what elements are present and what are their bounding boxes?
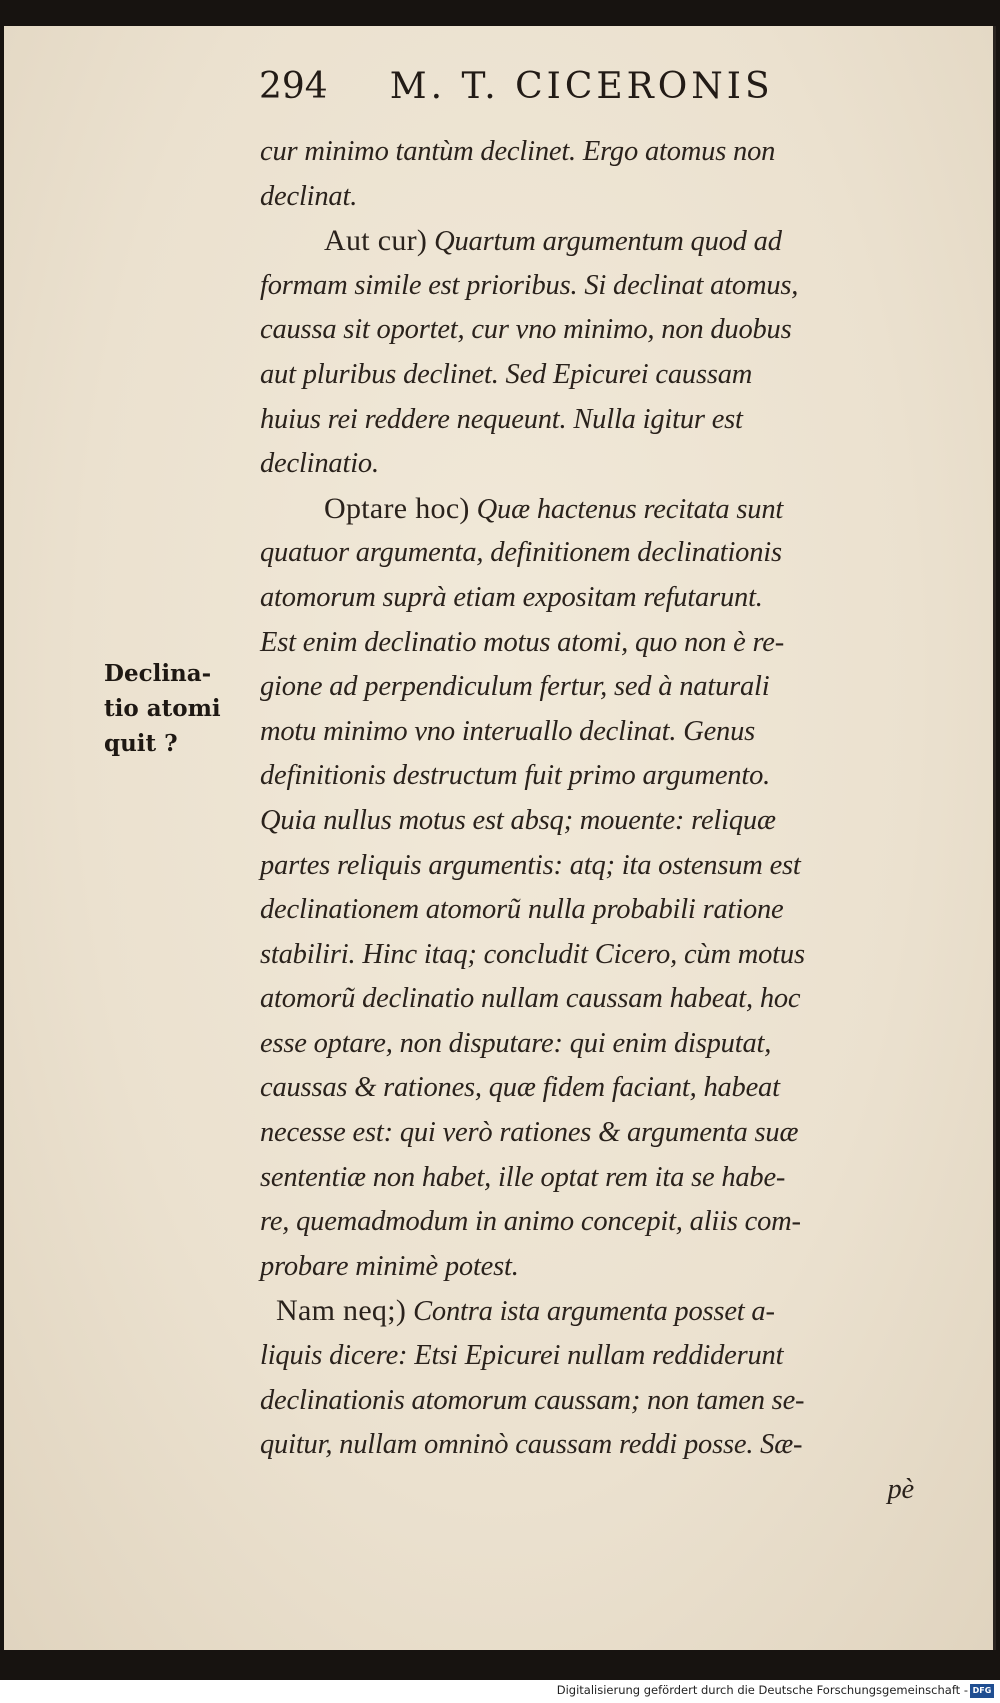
line-text: sententiæ non habet, ille optat rem ita se habe- (260, 1161, 786, 1193)
line-text: Quia nullus motus est absq; mouente: reliquæ (260, 804, 776, 836)
line-text: huius rei reddere nequeunt. Nulla igitur est (260, 403, 743, 435)
line-text: gione ad perpendiculum fertur, sed à naturali (260, 671, 770, 703)
text-line (260, 1334, 960, 1379)
text-line (260, 754, 960, 799)
text-line (260, 1022, 960, 1067)
text-line (260, 1245, 960, 1290)
line-text: Est enim declinatio motus atomi, quo non è re- (260, 626, 785, 658)
line-text: quitur, nullam omninò caussam reddi posse. Sæ- (260, 1429, 803, 1461)
line-text: Contra ista argumenta posset a- (406, 1296, 775, 1328)
line-text: necesse est: qui verò rationes & argumenta suæ (260, 1117, 799, 1149)
line-text: declinat. (260, 180, 358, 212)
margin-note-line: quit ? (104, 730, 178, 757)
line-text: atomorum suprà etiam expositam refutarunt. (260, 581, 763, 613)
text-line (260, 1066, 960, 1111)
text-line (260, 175, 960, 220)
text-line (260, 665, 960, 710)
text-line (260, 1156, 960, 1201)
text-line (260, 710, 960, 755)
line-text: Quæ hactenus recitata sunt (469, 493, 784, 525)
text-line (260, 888, 960, 933)
line-text: declinatio. (260, 448, 379, 480)
text-line (260, 799, 960, 844)
text-line (260, 576, 960, 621)
text-line (260, 264, 960, 309)
text-line (260, 1111, 960, 1156)
body-text (260, 130, 960, 1512)
text-line (260, 308, 960, 353)
lemma: Optare hoc) (324, 491, 470, 525)
line-text: re, quemadmodum in animo concepit, aliis com- (260, 1206, 801, 1238)
text-line (260, 130, 960, 175)
catchword: pè (887, 1473, 914, 1505)
lemma: Nam neq;) (276, 1294, 407, 1328)
line-text: quatuor argumenta, definitionem declinationis (260, 537, 782, 569)
line-text: Quartum argumentum quod ad (427, 226, 782, 258)
text-line (260, 1289, 960, 1334)
line-text: probare minimè potest. (260, 1250, 519, 1282)
line-text: caussas & rationes, quæ fidem faciant, habeat (260, 1072, 780, 1104)
text-line (260, 933, 960, 978)
text-line (260, 1423, 960, 1468)
line-text: declinationis atomorum caussam; non tamen se- (260, 1384, 805, 1416)
text-line (260, 844, 960, 889)
line-text: partes reliquis argumentis: atq; ita ostensum est (260, 849, 801, 881)
running-title: M. T. CICERONIS (389, 66, 774, 107)
line-text: cur minimo tantùm declinet. Ergo atomus non (260, 136, 776, 167)
margin-note-line: tio atomi (104, 695, 221, 722)
line-text: caussa sit oportet, cur vno minimo, non duobus (260, 314, 792, 346)
line-text: aut pluribus declinet. Sed Epicurei caussam (260, 358, 753, 390)
dfg-logo: DFG (970, 1684, 994, 1698)
line-text: stabiliri. Hinc itaq; concludit Cicero, cùm motus (260, 938, 805, 970)
book-page (4, 26, 996, 1650)
line-text: motu minimo vno interuallo declinat. Genus (260, 715, 756, 747)
text-line (260, 442, 960, 487)
line-text: declinationem atomorũ nulla probabili ratione (260, 894, 784, 926)
line-text: formam simile est prioribus. Si declinat atomus, (260, 269, 799, 301)
text-line (260, 398, 960, 443)
page-header (259, 66, 819, 126)
text-line (260, 1379, 960, 1424)
text-line (260, 531, 960, 576)
text-line (260, 219, 960, 264)
line-text: liquis dicere: Etsi Epicurei nullam reddiderunt (260, 1340, 784, 1372)
margin-note (104, 656, 254, 761)
line-text: atomorũ declinatio nullam caussam habeat, hoc (260, 983, 801, 1015)
page-number: 294 (259, 66, 328, 107)
digitization-credit: Digitalisierung gefördert durch die Deutsche Forschungsgemeinschaft - (556, 1683, 968, 1697)
text-line (260, 621, 960, 666)
text-line (260, 977, 960, 1022)
line-text: esse optare, non disputare: qui enim disputat, (260, 1027, 772, 1059)
margin-note-line: Declina- (104, 660, 212, 687)
text-line (260, 1200, 960, 1245)
lemma: Aut cur) (324, 224, 428, 258)
line-text: definitionis destructum fuit primo argumento. (260, 760, 771, 792)
text-line (260, 353, 960, 398)
text-line (260, 487, 960, 532)
